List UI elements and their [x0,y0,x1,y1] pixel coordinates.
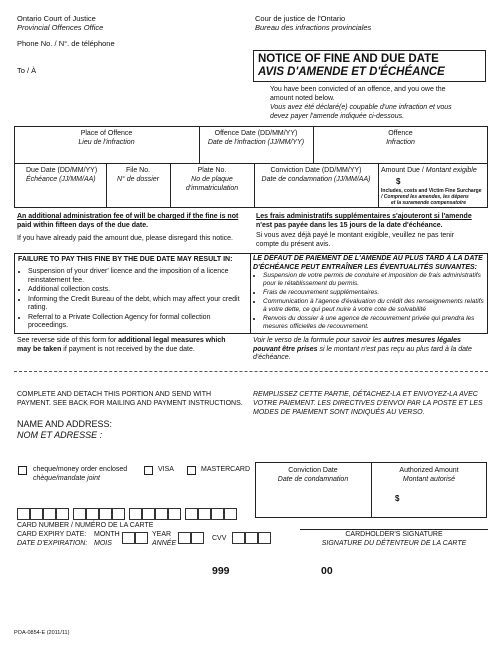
month-label: MONTH [94,531,120,538]
file-no-label-fr: N° de dossier [116,176,160,183]
detach-instr-en-1: COMPLETE AND DETACH THIS PORTION AND SEND WITH [17,391,212,398]
code-999: 999 [212,565,230,577]
mastercard-label: MASTERCARD [201,466,251,473]
name-address-label: NAME AND ADDRESS: [17,419,113,429]
card-digit-cell[interactable] [86,508,99,520]
year-label-fr: ANNÉE [152,540,177,547]
code-00: 00 [321,565,333,577]
admin-fee-en-2: paid within fifteen days of the due date. [17,222,149,229]
conviction-date-label-fr: Date de condamnation (JJ/MM/AA) [261,176,371,183]
intro-fr-2: devez payer l'amende indiquée ci-dessous. [270,113,405,120]
office-name-fr: Bureau des infractions provinciales [255,23,372,32]
amount-note-fr-2: et la suramende compensatoire [391,200,467,206]
expiry-label: CARD EXPIRY DATE: [17,531,87,538]
failure-item-fr: • Suspension de votre permis de conduire et imposition de frais administratifs pour le rétablissement du permis. [263,272,486,288]
signature-line[interactable] [300,529,488,530]
place-of-offence-label-fr: Lieu de l'infraction [78,139,135,146]
month-cell[interactable] [122,532,135,544]
card-digit-cell[interactable] [30,508,43,520]
title-en: NOTICE OF FINE AND DUE DATE [258,53,439,65]
failure-item-en: • Suspension of your driver' licence and the imposition of a licence reinstatement fee. [28,268,246,285]
card-digit-cell[interactable] [43,508,56,520]
intro-en-2: amount noted below. [270,95,335,102]
reverse-side-note-fr: Voir le verso de la formule pour savoir les autres mesures légales pouvant être prises si le montant n'est pas reçu au plus tard à la date d'échéance. [253,337,472,361]
amount-note-fr-1: / Comprend les amendes, les dépens [381,194,469,200]
failure-item-fr: • Renvois du dossier à une agence de recouvrement privée qui prendra les mesures officielles de recouvrement. [263,315,486,331]
admin-fee-fr-3: Si vous avez déjà payé le montant exigible, veuillez ne pas tenir [256,232,455,239]
cvv-cell[interactable] [258,532,271,544]
admin-fee-en-1: An additional administration fee of will be charged if the fine is not [17,213,239,220]
authorized-amount-label-fr: Montant autorisé [402,476,456,483]
cvv-cell[interactable] [245,532,258,544]
failure-list-fr [253,272,486,332]
card-number-label: CARD NUMBER / NUMÉRO DE LA CARTE [17,522,154,529]
year-cell[interactable] [178,532,191,544]
failure-item-en: • Additional collection costs. [28,286,246,295]
month-label-fr: MOIS [94,540,112,547]
phone-label: Phone No. / N°. de téléphone [17,39,115,48]
card-digit-cell[interactable] [99,508,112,520]
detach-instr-fr-2: VOTRE PAIEMENT. LES DIRECTIVES D'ENVOI PAR LA POSTE ET LES [253,400,483,407]
failure-list-en [18,268,246,332]
intro-fr-1: Vous avez été déclaré(e) coupable d'une infraction et vous [270,104,452,111]
office-name-en: Provincial Offences Office [17,23,104,32]
cheque-checkbox[interactable] [18,466,27,475]
detach-line [14,371,488,372]
form-id: POA-0854-E (2011/11) [14,630,70,636]
failure-item-fr: • Frais de recouvrement supplémentaires. [263,289,486,297]
signature-label-fr: SIGNATURE DU DÉTENTEUR DE LA CARTE [321,540,467,547]
cheque-label-fr: chèque/mandate joint [33,475,100,482]
failure-item-en: • Referral to a Private Collection Agency for formal collection proceedings. [28,314,246,331]
authorized-amount-dollar: $ [395,494,400,503]
card-digit-cell[interactable] [56,508,69,520]
plate-no-label: Plate No. [197,167,227,174]
card-digit-cell[interactable] [198,508,211,520]
mastercard-checkbox[interactable] [187,466,196,475]
year-cell[interactable] [191,532,204,544]
amount-due-label: Amount Due / Montant exigible [381,167,477,174]
failure-heading-en: FAILURE TO PAY THIS FINE BY THE DUE DATE MAY RESULT IN: [18,256,233,263]
offence-label: Offence [388,130,413,137]
detach-instr-fr-3: MODES DE PAIEMENT SONT INDIQUÉS AU VERSO. [253,409,425,416]
card-digit-cell[interactable] [17,508,30,520]
place-of-offence-label: Place of Offence [80,130,133,137]
card-digit-cell[interactable] [224,508,237,520]
authorized-amount-label: Authorized Amount [399,467,459,474]
cvv-label: CVV [212,535,227,542]
plate-no-label-fr-1: No de plaque [191,176,233,183]
visa-checkbox[interactable] [144,466,153,475]
to-label: To / À [17,66,37,75]
plate-no-label-fr-2: d'immatriculation [185,185,239,192]
card-digit-cell[interactable] [112,508,125,520]
amount-due-dollar: $ [396,177,401,186]
due-date-label: Due Date (DD/MM/YY) [26,167,98,174]
cvv-cell[interactable] [232,532,245,544]
offence-date-label-fr: Date de l'infraction (JJ/MM/YY) [207,139,305,146]
month-cell[interactable] [135,532,148,544]
amount-note-en: Includes, costs and Victim Fine Surcharge [381,188,482,194]
offence-date-label: Offence Date (DD/MM/YY) [214,130,298,137]
year-label: YEAR [152,531,172,538]
court-name-fr: Cour de justice de l'Ontario [255,14,346,23]
conviction-date-field-label-fr: Date de condamnation [277,476,349,483]
offence-label-fr: Infraction [386,139,415,146]
failure-heading-fr: LE DÉFAUT DE PAIEMENT DE L'AMENDE AU PLUS TARD À LA DATE D'ÉCHÉANCE PEUT ENTRAÎNER LES ÉVENTUALITÉS SUIVANTES: [253,255,483,271]
card-digit-cell[interactable] [211,508,224,520]
reverse-side-note-en: See reverse side of this form for additional legal measures which may be taken if payment is not received by the due date. [17,337,226,353]
detach-instr-fr-1: REMPLISSEZ CETTE PARTIE, DÉTACHEZ-LA ET ENVOYEZ-LA AVEC [253,391,478,398]
conviction-date-field-label: Conviction Date [288,467,338,474]
admin-fee-fr-2: n'est pas payée dans les 15 jours de la date d'échéance. [256,222,443,229]
card-digit-cell[interactable] [155,508,168,520]
conviction-date-label: Conviction Date (DD/MM/YY) [270,167,362,174]
court-name-en: Ontario Court of Justice [17,14,96,23]
cheque-label: cheque/money order enclosed [33,466,128,473]
expiry-label-fr: DATE D'EXPIRATION: [17,540,88,547]
card-digit-cell[interactable] [129,508,142,520]
failure-item-en: • Informing the Credit Bureau of the debt, which may affect your credit rating. [28,296,246,313]
intro-en-1: You have been convicted of an offence, and you owe the [270,86,446,93]
admin-fee-en-3: If you have already paid the amount due, please disregard this notice. [17,235,233,242]
card-digit-cell[interactable] [185,508,198,520]
card-digit-cell[interactable] [73,508,86,520]
card-digit-cell[interactable] [168,508,181,520]
file-no-label: File No. [125,167,151,174]
signature-label: CARDHOLDER'S SIGNATURE [345,531,443,538]
name-address-label-fr: NOM ET ADRESSE : [17,430,103,440]
failure-item-fr: • Communication à l'agence d'évaluation du crédit des renseignements relatifs à votre dette, ce qui peut nuire à votre cote de solvabilité [263,298,486,314]
detach-instr-en-2: PAYMENT. SEE BACK FOR MAILING AND PAYMENT INSTRUCTIONS. [17,400,243,407]
card-digit-cell[interactable] [142,508,155,520]
admin-fee-fr-1: Les frais administratifs supplémentaires s'ajouteront si l'amende [256,213,472,220]
visa-label: VISA [158,466,174,473]
admin-fee-fr-4: compte du présent avis. [256,241,331,248]
title-fr: AVIS D'AMENDE ET D'ÉCHÉANCE [258,66,445,78]
due-date-label-fr: Échéance (JJ/MM/AA) [26,176,96,183]
